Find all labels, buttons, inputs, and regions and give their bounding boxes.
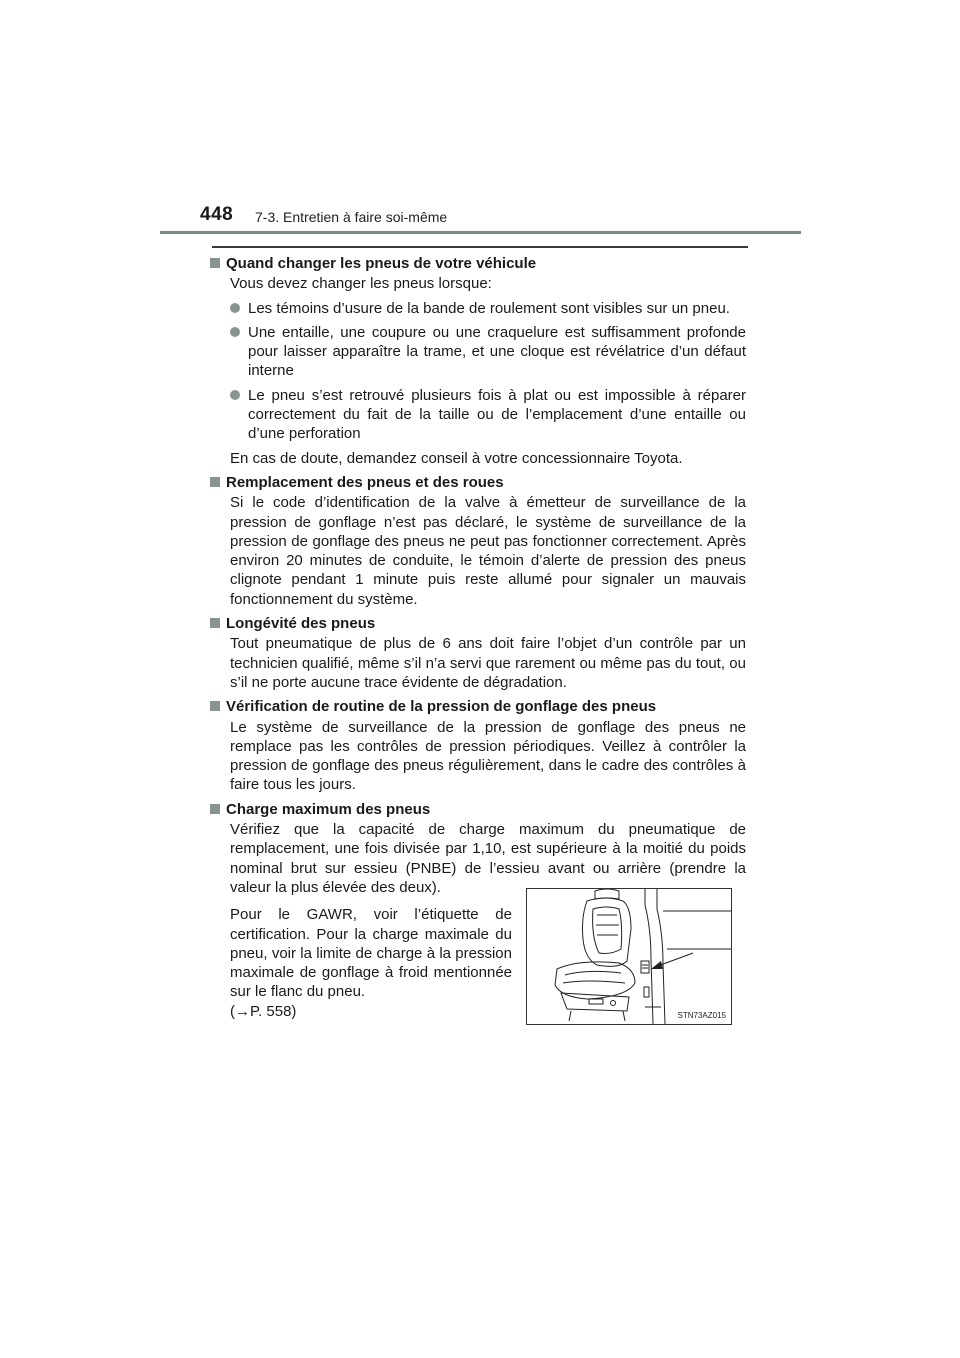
section-tire-wheel-replacement bbox=[210, 473, 746, 609]
section-title: Remplacement des pneus et des roues bbox=[210, 473, 746, 492]
section-title: Charge maximum des pneus bbox=[210, 800, 746, 819]
round-bullet-icon bbox=[230, 303, 240, 313]
square-bullet-icon bbox=[210, 618, 220, 628]
round-bullet-icon bbox=[230, 327, 240, 337]
seat-door-label-illustration bbox=[527, 889, 731, 1024]
list-item: Les témoins d’usure de la bande de roulement sont visibles sur un pneu. bbox=[230, 299, 746, 318]
list-item: Une entaille, une coupure ou une craquelure est suffisamment profonde pour laisser apparaître la trame, et une cloque est révélatrice d’un défaut interne bbox=[230, 323, 746, 381]
figure-code: STN73AZ015 bbox=[677, 1011, 726, 1020]
square-bullet-icon bbox=[210, 804, 220, 814]
content-top-rule bbox=[212, 246, 748, 248]
section-body-secondary: Pour le GAWR, voir l’étiquette de certification. Pour la charge maximale du pneu, voir la limite de charge à la pression maximale de gonflage à froid mentionnée sur le flanc du pneu. (→P. 558) bbox=[230, 906, 512, 1020]
square-bullet-icon bbox=[210, 477, 220, 487]
section-body: Vérifiez que la capacité de charge maximum du pneumatique de remplacement, une fois divisée par 1,10, est supérieure à la moitié du poids nominal brut sur essieu (PNBE) de l’essieu avant ou arrière (prendre la valeur la plus élevée des deux). bbox=[230, 821, 746, 896]
page-reference: (→P. 558) bbox=[230, 1002, 297, 1020]
header-rule bbox=[160, 231, 801, 234]
square-bullet-icon bbox=[210, 258, 220, 268]
section-title: Vérification de routine de la pression de gonflage des pneus bbox=[210, 697, 746, 716]
section-title: Quand changer les pneus de votre véhicule bbox=[210, 254, 746, 273]
section-tire-longevity bbox=[210, 614, 746, 692]
section-header: 7-3. Entretien à faire soi-même bbox=[255, 209, 448, 225]
section-title: Longévité des pneus bbox=[210, 614, 746, 633]
certification-label-figure bbox=[526, 888, 732, 1025]
section-body: Le système de surveillance de la pression de gonflage des pneus ne remplace pas les contrôles de pression périodiques. Veillez à contrôler la pression de gonflage des pneus régulièrement, dans le cadre des contrôles à faire tous les jours. bbox=[230, 718, 746, 794]
section-body: Si le code d’identification de la valve à émetteur de surveillance de la pression de gonflage n’est pas déclaré, le système de surveillance de la pression de gonflage des pneus ne peut pas fonctionner correctement. Après environ 20 minutes de conduite, le témoin d’alerte de pression des pneus clignote pendant 1 minute puis reste allumé pour signaler un mauvais fonctionnement du système. bbox=[230, 494, 746, 608]
section-routine-pressure-check bbox=[210, 697, 746, 794]
page-number: 448 bbox=[200, 204, 234, 225]
list-item: Le pneu s’est retrouvé plusieurs fois à plat ou est impossible à réparer correctement du fait de la taille ou de l’emplacement d’une entaille ou d’une perforation bbox=[230, 386, 746, 444]
square-bullet-icon bbox=[210, 701, 220, 711]
section-body: Tout pneumatique de plus de 6 ans doit faire l’objet d’un contrôle par un technicien qualifié, même s’il n’a servi que rarement ou même pas du tout, ou s’il ne porte aucune trace évidente de dégradation. bbox=[230, 635, 746, 691]
section-outro: En cas de doute, demandez conseil à votre concessionnaire Toyota. bbox=[230, 449, 683, 467]
section-intro: Vous devez changer les pneus lorsque: bbox=[230, 275, 492, 293]
section-tire-replacement-timing bbox=[210, 254, 746, 468]
round-bullet-icon bbox=[230, 390, 240, 400]
